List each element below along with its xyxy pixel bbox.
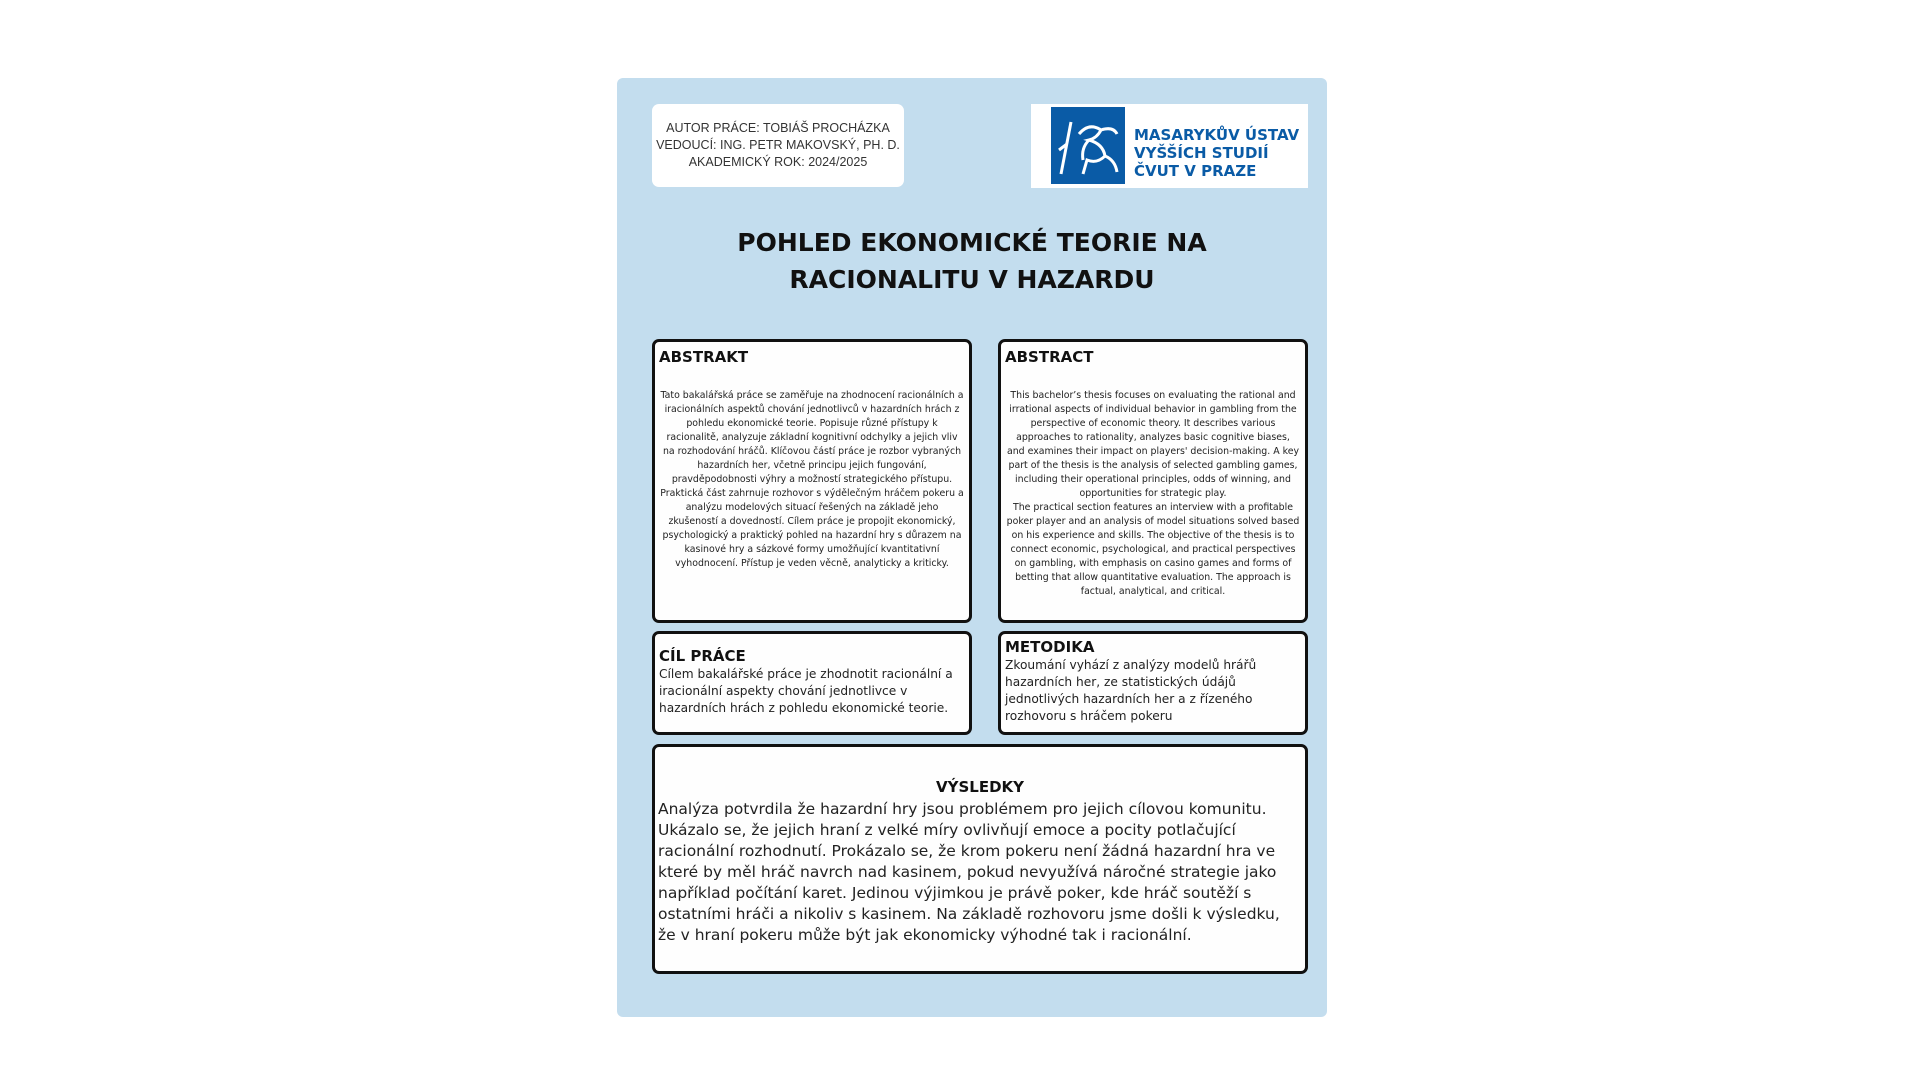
logo-line-1: MASARYKŮV ÚSTAV — [1134, 126, 1300, 144]
author-line: AUTOR PRÁCE: TOBIÁŠ PROCHÁZKA — [666, 121, 890, 135]
logo-line-2: VYŠŠÍCH STUDIÍ — [1134, 144, 1269, 162]
cil-prace-card — [652, 631, 972, 735]
vysledky-line-1: Analýza potvrdila že hazardní hry jsou problémem pro jejich cílovou komunitu. — [658, 800, 1267, 818]
vysledky-heading: VÝSLEDKY — [935, 778, 1024, 796]
vysledky-card — [652, 744, 1308, 974]
abstrakt-heading: ABSTRAKT — [659, 348, 749, 366]
abstrakt-paragraph-1: Tato bakalářská práce se zaměřuje na zhodnocení racionálních a iracionálních aspektů chování jednotlivců v hazardních hrách z pohledu ekonomické teorie. Popisuje různé přístupy k racionalitě, analyzuje základní kognitivní odchylky a jejich vliv na rozhodování hráčů. Klíčovou částí práce je rozbor vybraných hazardních her, včetně principu jejich fungování, pravděpodobnosti výhry a možností strategického přístupu. — [660, 390, 964, 485]
academic-year-line: AKADEMICKÝ ROK: 2024/2025 — [688, 155, 868, 169]
masaryk-institute-logo — [1031, 104, 1308, 188]
poster-title — [617, 224, 1327, 298]
abstrakt-text — [660, 389, 964, 571]
abstract-text — [1006, 389, 1300, 599]
title-line-2: RACIONALITU V HAZARDU — [789, 265, 1155, 294]
vysledky-text — [658, 799, 1302, 946]
cil-prace-text: Cílem bakalářské práce je zhodnotit racionální a iracionální aspekty chování jednotlivce v hazardních hrách z pohledu ekonomické teorie. — [659, 667, 953, 715]
abstract-paragraph-1: This bachelor’s thesis focuses on evaluating the rational and irrational aspects of individual behavior in gambling from the perspective of economic theory. It describes various approaches to rationality, analyzes basic cognitive biases, and examines their impact on players' decision-making. A key part of the thesis is the analysis of selected gambling games, including their operational principles, odds of winning, and opportunities for strategic play. — [1006, 390, 1300, 499]
title-line-1: POHLED EKONOMICKÉ TEORIE NA — [737, 228, 1207, 257]
abstrakt-paragraph-2: Praktická část zahrnuje rozhovor s výdělečným hráčem pokeru a analýzu modelových situací řešených na základě jeho zkušeností a dovedností. Cílem práce je propojit ekonomický, psychologický a praktický pohled na hazardní hry s důrazem na kasinové hry a sázkové formy umožňující kvantitativní vyhodnocení. Přístup je veden věcně, analyticky a kriticky. — [660, 488, 964, 569]
poster — [617, 78, 1327, 1017]
metodika-text: Zkoumání vyhází z analýzy modelů hrářů hazardních her, ze statistických údájů jednotlivých hazardních her a z řízeného rozhovoru s hráčem pokeru — [1005, 658, 1257, 723]
abstract-heading: ABSTRACT — [1005, 348, 1094, 366]
logo-line-3: ČVUT V PRAZE — [1134, 162, 1257, 180]
cil-prace-heading: CÍL PRÁCE — [659, 647, 746, 665]
institution-logo — [1031, 104, 1308, 188]
author-info-box — [652, 104, 904, 187]
supervisor-line: VEDOUCÍ: ING. PETR MAKOVSKÝ, PH. D. — [656, 138, 900, 152]
vysledky-line-2: Ukázalo se, že jejich hraní z velké míry ovlivňují emoce a pocity potlačující racionální rozhodnutí. Prokázalo se, že krom pokeru není žádná hazardní hra ve které by měl hráč navrch nad kasinem, pokud nevyužívá náročné strategie jako například počítání karet. Jedinou výjimkou je právě poker, kde hráč soutěží s ostatními hráči a nikoliv s kasinem. Na základě rozhovoru jsme došli k výsledku, že v hraní pokeru může být jak ekonomicky výhodné tak i racionální. — [658, 821, 1280, 944]
abstract-card — [998, 339, 1308, 623]
metodika-heading: METODIKA — [1005, 638, 1095, 656]
abstract-paragraph-2: The practical section features an interview with a profitable poker player and an analysis of model situations solved based on his experience and skills. The objective of the thesis is to connect economic, psychological, and practical perspectives on gambling, with emphasis on casino games and forms of betting that allow quantitative evaluation. The approach is factual, analytical, and critical. — [1006, 502, 1300, 597]
abstrakt-card — [652, 339, 972, 623]
metodika-card — [998, 631, 1308, 735]
